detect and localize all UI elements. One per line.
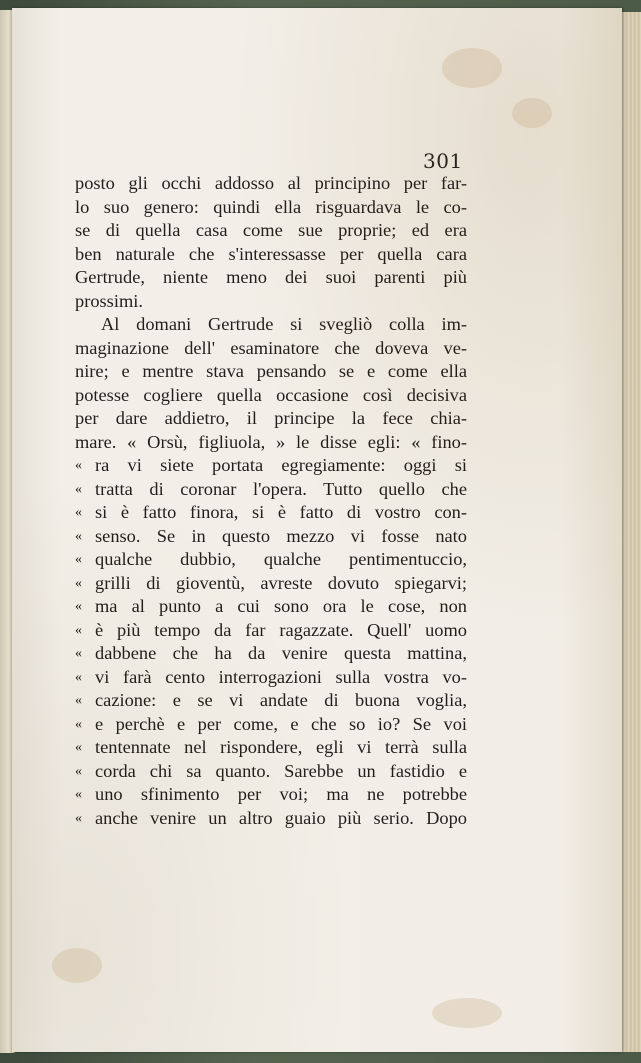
- text-line: [75, 243, 467, 267]
- line-text: ben naturale che s'interessasse per quella cara: [75, 243, 467, 264]
- text-line: [75, 713, 467, 737]
- text-line: [75, 619, 467, 643]
- text-line: [75, 783, 467, 807]
- text-line: [75, 196, 467, 220]
- quote-mark: «: [75, 622, 82, 638]
- quote-mark: «: [75, 763, 82, 779]
- text-line: [75, 595, 467, 619]
- quote-mark: «: [75, 669, 82, 685]
- quote-mark: «: [75, 810, 82, 826]
- text-line: [75, 172, 467, 196]
- line-text: dabbene che ha da venire questa mattina,: [95, 643, 467, 663]
- quote-mark: «: [75, 716, 82, 732]
- text-line: [75, 572, 467, 596]
- text-line: [75, 807, 467, 831]
- text-line: [75, 501, 467, 525]
- line-text: potesse cogliere quella occasione così decisiva: [75, 384, 467, 405]
- line-text: ra vi siete portata egregiamente: oggi si: [95, 455, 467, 475]
- text-line: [75, 760, 467, 784]
- line-text: vi farà cento interrogazioni sulla vostra vo-: [95, 666, 467, 687]
- quote-mark: «: [75, 599, 82, 614]
- text-line: [75, 454, 467, 478]
- line-text: è più tempo da far ragazzate. Quell' uomo: [95, 619, 467, 640]
- text-line: [75, 689, 467, 713]
- text-line: [75, 290, 467, 314]
- line-text: nire; e mentre stava pensando se e come ella: [75, 361, 467, 381]
- quote-mark: «: [75, 458, 82, 473]
- text-line: [75, 266, 467, 290]
- text-line: [75, 736, 467, 760]
- quote-mark: «: [75, 787, 82, 802]
- line-text: uno sfinimento per voi; ma ne potrebbe: [95, 784, 467, 804]
- line-text: lo suo genero: quindi ella risguardava le co-: [75, 196, 467, 217]
- line-text: senso. Se in questo mezzo vi fosse nato: [95, 525, 467, 546]
- foxing-spot: [432, 998, 502, 1028]
- foxing-spot: [512, 98, 552, 128]
- text-line: [75, 360, 467, 384]
- line-text: prossimi.: [75, 290, 143, 311]
- text-line: [75, 407, 467, 431]
- line-text: grilli di gioventù, avreste dovuto spiegarvi;: [95, 572, 467, 593]
- line-text: posto gli occhi addosso al principino per far-: [75, 173, 467, 193]
- quote-mark: «: [75, 646, 82, 661]
- text-line: [75, 666, 467, 690]
- text-line: [75, 219, 467, 243]
- line-text: e perchè e per come, e che so io? Se voi: [95, 713, 467, 734]
- line-text: qualche dubbio, qualche pentimentuccio,: [95, 549, 467, 569]
- text-line: [75, 478, 467, 502]
- line-text: anche venire un altro guaio più serio. Dopo: [95, 807, 467, 828]
- text-line: [75, 313, 467, 337]
- quote-mark: «: [75, 575, 82, 591]
- line-text: tratta di coronar l'opera. Tutto quello che: [95, 478, 467, 499]
- line-text: tentennate nel rispondere, egli vi terrà sulla: [95, 737, 467, 757]
- line-text: ma al punto a cui sono ora le cose, non: [95, 596, 467, 616]
- line-text: mare. « Orsù, figliuola, » le disse egli: « fino-: [75, 431, 467, 452]
- quote-mark: «: [75, 740, 82, 755]
- text-line: [75, 548, 467, 572]
- line-text: se di quella casa come sue proprie; ed era: [75, 220, 467, 240]
- line-text: Al domani Gertrude si svegliò colla im-: [101, 314, 467, 334]
- quote-mark: «: [75, 693, 82, 708]
- line-text: corda chi sa quanto. Sarebbe un fastidio e: [95, 760, 467, 781]
- line-text: per dare addietro, il principe la fece chia-: [75, 408, 467, 428]
- line-text: maginazione dell' esaminatore che doveva ve-: [75, 337, 467, 358]
- text-line: [75, 384, 467, 408]
- line-text: si è fatto finora, si è fatto di vostro con-: [95, 502, 467, 522]
- quote-mark: «: [75, 505, 82, 520]
- line-text: cazione: e se vi andate di buona voglia,: [95, 690, 467, 710]
- page-number: 301: [423, 149, 463, 173]
- text-line: [75, 525, 467, 549]
- body-text: [75, 172, 467, 830]
- text-line: [75, 337, 467, 361]
- quote-mark: «: [75, 481, 82, 497]
- text-line: [75, 431, 467, 455]
- line-text: Gertrude, niente meno dei suoi parenti più: [75, 267, 467, 287]
- quote-mark: «: [75, 528, 82, 544]
- foxing-spot: [52, 948, 102, 983]
- quote-mark: «: [75, 552, 82, 567]
- foxing-spot: [442, 48, 502, 88]
- text-line: [75, 642, 467, 666]
